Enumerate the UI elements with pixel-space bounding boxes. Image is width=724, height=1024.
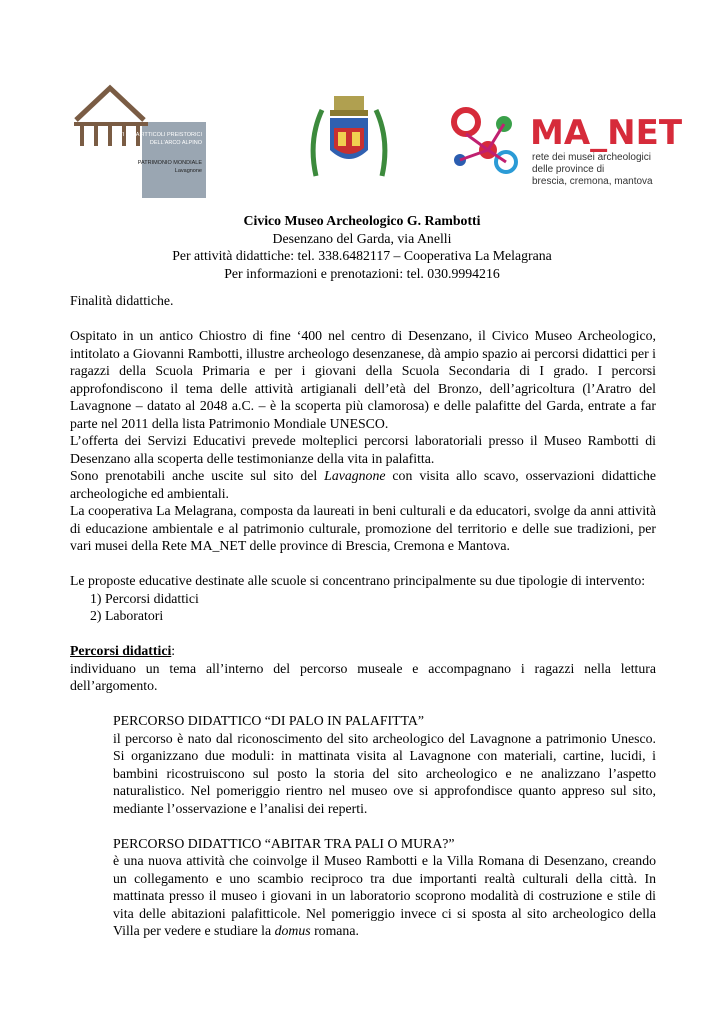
booking-contact: Per informazioni e prenotazioni: tel. 030.9994216 [224, 265, 500, 281]
list-item: 2) Laboratori [90, 608, 164, 623]
manet-tagline-1: rete dei musei archeologici [532, 152, 651, 163]
coat-of-arms-emblem [308, 90, 390, 188]
manet-brand-text: MA_NET [530, 113, 683, 153]
percorsi-heading: Percorsi didattici: [70, 643, 176, 658]
unesco-palafitte-logo [70, 80, 206, 198]
course-2-text: è una nuova attività che coinvolge il Museo Rambotti e la Villa Romana di Desenzano, creando un collegamento e uno scambio reciproco tra due importanti realtà culturali della città. In mattinata presso il museo i giovani in un laboratorio scoprono modalità di costruzione e stile di vita delle abitazioni palafitticole. Nel pomeriggio invece ci si sposta al sito archeologico della Villa per vedere e studiare la domus romana. [113, 853, 656, 938]
logo-row [70, 80, 690, 200]
didactic-contact: Per attività didattiche: tel. 338.6482117 – Cooperativa La Melagrana [172, 248, 552, 263]
list-item: 1) Percorsi didattici [90, 590, 199, 606]
intro-paragraph-2: L’offerta dei Servizi Educativi prevede molteplici percorsi laboratoriali presso il Museo Rambotti di Desenzano alla scoperta delle testimonianze della vita in palafitta. [70, 433, 656, 466]
logo-left-line2: DELL'ARCO ALPINO [149, 140, 202, 146]
manet-tagline-2: delle province di [532, 164, 605, 175]
manet-tagline-3: brescia, cremona, mantova [532, 176, 653, 187]
intro-paragraph-4: La cooperativa La Melagrana, composta da laureati in beni culturali e da educatori, svolge da anni attività di educazione ambientale e al patrimonio culturale, promozione del territorio e delle sue tradizioni, per vari musei della Rete MA_NET delle province di Brescia, Cremona e Mantova. [70, 503, 656, 553]
logo-left-line4: Lavagnone [174, 168, 202, 174]
course-1-text: il percorso è nato dal riconoscimento del sito archeologico del Lavagnone a patrimonio Unesco. Si organizzano due moduli: in mattinata visita al Lavagnone con materiali, cartine, lucidi, i bambini ricostruiscono sul posto la storia del sito archeologico e ne analizzano l’aspetto naturalistico. Nel pomeriggio rientro nel museo ove si approfondisce quanto appreso sul sito, mediante l’osservazione e l’analisi dei reperti. [113, 730, 656, 816]
course-2 [70, 835, 656, 940]
intro-paragraph-1: Ospitato in un antico Chiostro di fine ‘400 nel centro di Desenzano, il Civico Museo Archeologico, intitolato a Giovanni Rambotti, illustre archeologo desenzanese, dà ampio spazio ai percorsi didattici per i ragazzi della Scuola Primaria e per i giovani della Scuola Secondaria di I grado. I percorsi approfondiscono il tema delle attività artigianali dell’età del Bronzo, dell’agricoltura (l’Aratro del Lavagnone – datato al 2048 a.C. – è la scoperta più clamorosa) e delle palafitte del Garda, entrate a far parte nel 2011 della lista Patrimonio Mondiale UNESCO. [70, 328, 656, 431]
percorsi-text: individuano un tema all’interno del percorso museale e accompagnano i ragazzi nella lettura dell’argomento. [70, 660, 656, 693]
course-2-title: PERCORSO DIDATTICO “ABITAR TRA PALI O MURA?” [113, 835, 455, 851]
course-1-title: PERCORSO DIDATTICO “DI PALO IN PALAFITTA” [113, 713, 424, 728]
intro-paragraph-3: Sono prenotabili anche uscite sul sito del Lavagnone con visita allo scavo, osservazioni didattiche archeologiche ed ambientali. [70, 468, 656, 501]
section-label: Finalità didattiche. [70, 293, 174, 308]
logo-left-line1: SITI PALAFITTICOLI PREISTORICI [114, 132, 202, 138]
course-1 [70, 712, 656, 817]
document-body [70, 292, 656, 940]
museum-header [0, 212, 724, 282]
domus-italic: domus [274, 923, 311, 938]
proposals-text: Le proposte educative destinate alle scuole si concentrano principalmente su due tipologie di intervento: [70, 573, 646, 588]
proposals-list [70, 590, 656, 625]
manet-network-logo [446, 100, 696, 200]
logo-left-line3: PATRIMONIO MONDIALE [137, 160, 202, 166]
museum-address: Desenzano del Garda, via Anelli [272, 230, 452, 246]
lavagnone-italic: Lavagnone [324, 468, 386, 483]
museum-title: Civico Museo Archeologico G. Rambotti [243, 213, 481, 228]
